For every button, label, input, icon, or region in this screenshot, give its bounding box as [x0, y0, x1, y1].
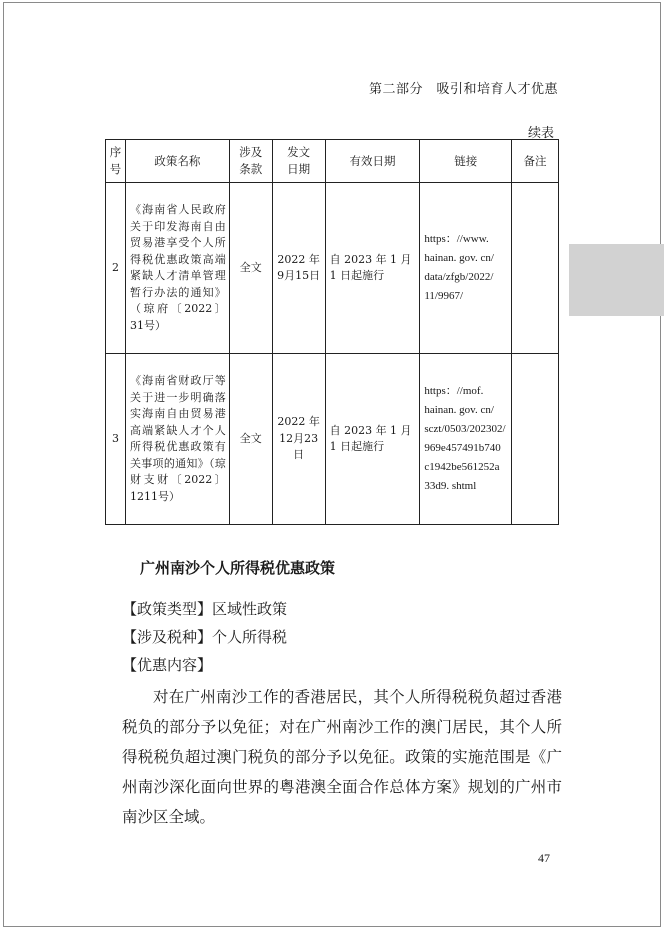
- table-continued-label: 续表: [527, 126, 554, 141]
- policy-scope: 全文: [229, 354, 272, 525]
- col-header-label: 序 号: [109, 145, 122, 176]
- running-header: 第二部分 吸引和培育人才优惠: [368, 82, 558, 97]
- note-cell: [512, 183, 559, 354]
- policy-link-text[interactable]: https：//www. hainan. gov. cn/ data/zfgb/2022/ 11/9967/: [424, 233, 494, 302]
- col-header-label: 备注: [523, 153, 547, 168]
- policy-link-text[interactable]: https：//mof. hainan. gov. cn/ sczt/0503/202302/ 969e457491b740 c1942be561252a 33d9. shtml: [424, 385, 506, 492]
- policy-link[interactable]: [420, 183, 512, 354]
- col-header-index: [106, 140, 126, 183]
- table-row: [106, 354, 559, 525]
- policy-table: [105, 139, 559, 525]
- policy-link[interactable]: [420, 354, 512, 525]
- col-header-label: 发文 日期: [287, 145, 311, 176]
- col-header-note: [512, 140, 559, 183]
- col-header-effective: [325, 140, 420, 183]
- row-index: 3: [106, 354, 126, 525]
- col-header-label: 链接: [454, 153, 478, 168]
- tax-type-line: 【涉及税种】个人所得税: [122, 628, 288, 646]
- issue-date: [272, 354, 325, 525]
- col-header-label: 政策名称: [154, 153, 201, 168]
- issue-date: [272, 183, 325, 354]
- note-cell: [512, 354, 559, 525]
- col-header-label: 有效日期: [349, 153, 396, 168]
- policy-type-line: 【政策类型】区域性政策: [122, 600, 288, 618]
- effective-date: 自 2023 年 1 月 1 日起施行: [325, 354, 420, 525]
- col-header-name: [125, 140, 229, 183]
- table-body: [106, 183, 559, 525]
- col-header-link: [420, 140, 512, 183]
- col-header-scope: [229, 140, 272, 183]
- page-number: 47: [538, 851, 550, 865]
- table-header-row: [106, 140, 559, 183]
- col-header-date: [272, 140, 325, 183]
- section-title: 广州南沙个人所得税优惠政策: [140, 559, 336, 577]
- policy-name: 《海南省人民政府关于印发海南自由贸易港享受个人所得税优惠政策高端紧缺人才清单管理暂行办法的通知》（琼府〔2022〕31号）: [125, 183, 229, 354]
- table-row: [106, 183, 559, 354]
- content-label: 【优惠内容】: [122, 656, 213, 674]
- policy-scope: 全文: [229, 183, 272, 354]
- body-paragraph: 对在广州南沙工作的香港居民，其个人所得税税负超过香港税负的部分予以免征；对在广州南沙工作的澳门居民，其个人所得税税负超过澳门税负的部分予以免征。政策的实施范围是《广州南沙深化面向世界的粤港澳全面合作总体方案》规划的广州市南沙区全域。: [122, 688, 562, 826]
- section-thumb-tab: [569, 244, 664, 316]
- row-index: 2: [106, 183, 126, 354]
- col-header-label: 涉及 条款: [239, 145, 263, 176]
- effective-date: 自 2023 年 1 月 1 日起施行: [325, 183, 420, 354]
- issue-date-text: 2022 年 9月15日: [277, 252, 321, 282]
- policy-name: 《海南省财政厅等关于进一步明确落实海南自由贸易港高端紧缺人才个人所得税优惠政策有关事项的通知》（琼财支财〔2022〕1211号）: [125, 354, 229, 525]
- issue-date-text: 2022 年 12月23日: [277, 415, 320, 462]
